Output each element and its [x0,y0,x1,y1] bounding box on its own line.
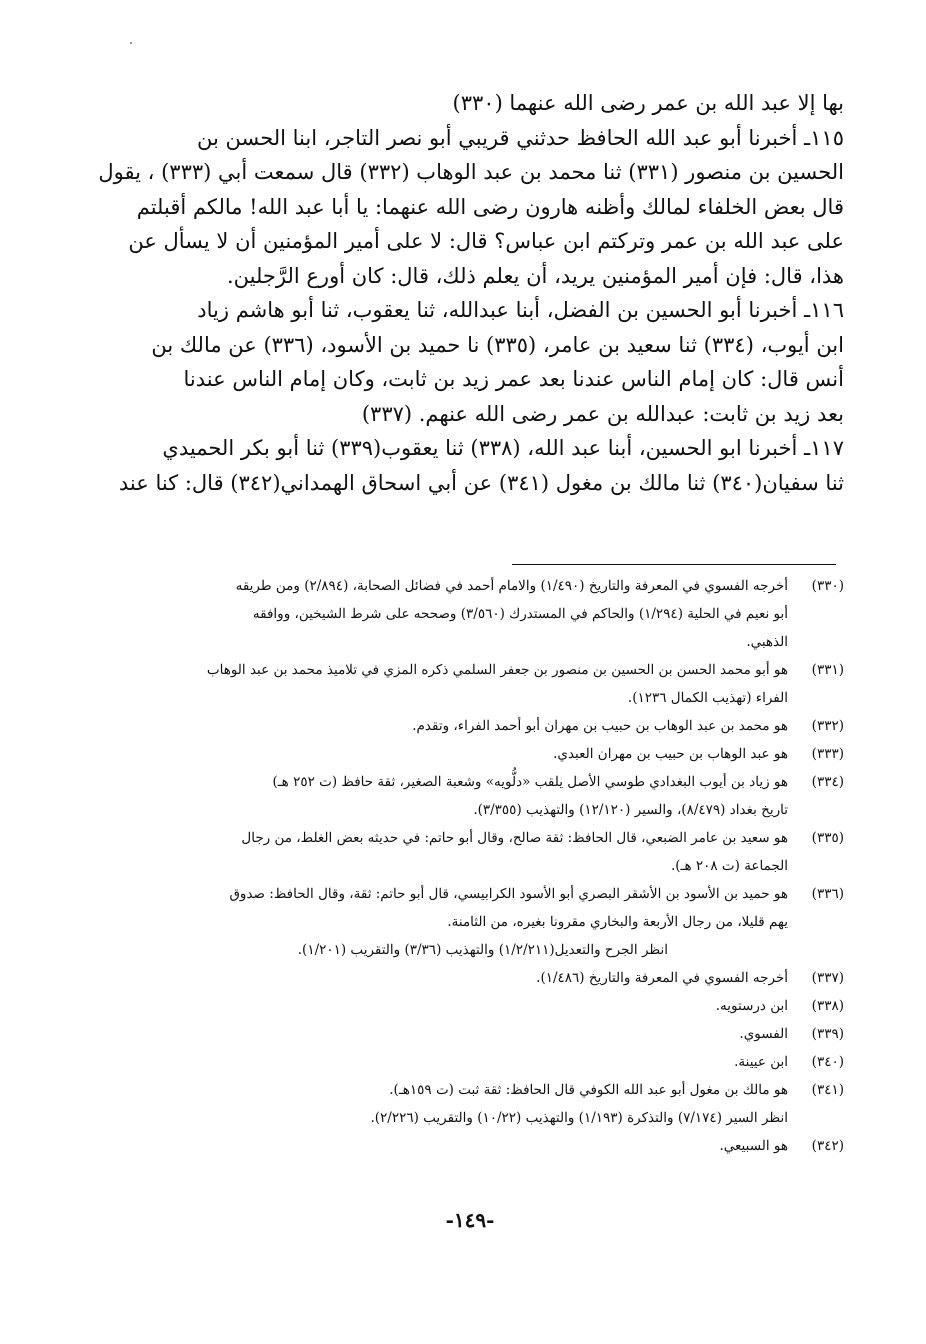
scan-speck [130,42,132,44]
footnote-line: الفسوي. [739,1026,788,1042]
footnote-line: هو مالك بن مغول أبو عبد الله الكوفي قال الحافظ: ثقة ثبت (ت ١٥٩هـ). [389,1082,788,1098]
footnote-line: انظر الجرح والتعديل(١/٢/٢١١) والتهذيب (٣/٣٦) والتقريب (١/٢٠١). [297,942,668,958]
footnote-number: (٣٣٧) [811,970,844,986]
main-text-line: أنس قال: كان إمام الناس عندنا بعد عمر زيد بن ثابت، وكان إمام الناس عندنا [183,367,844,391]
footnote-line: يهم قليلا، من رجال الأربعة والبخاري مقرونا بغيره، من الثامنة. [447,914,788,930]
main-text-line: ابن أيوب، (٣٣٤) ثنا سعيد بن عامر، (٣٣٥) نا حميد بن الأسود، (٣٣٦) عن مالك بن [151,332,844,357]
footnote-number: (٣٣٣) [811,746,844,762]
footnote [132,768,844,824]
footnote [132,824,844,880]
footnote-number: (٣٣١) [811,662,844,678]
footnote [132,740,844,768]
footnote [132,992,844,1020]
main-text-line: قال بعض الخلفاء لمالك وأظنه هارون رضى الله عنهما: يا أبا عبد الله! مالكم أقبلتم [136,194,844,219]
footnote-number: (٣٣٠) [811,578,844,594]
main-text-line: ١١٦ـ أخبرنا أبو الحسين بن الفضل، أبنا عبدالله، ثنا يعقوب، ثنا أبو هاشم زياد [197,298,844,322]
page-number: -١٤٩- [445,1208,495,1232]
footnote-separator [512,564,836,565]
footnote-number: (٣٣٦) [811,886,844,902]
footnote-line: ابن عيينة. [734,1054,788,1070]
footnotes [132,572,844,1160]
footnote-line: الفراء (تهذيب الكمال ١٢٣٦). [627,690,788,706]
footnote-line: هو أبو محمد الحسن بن الحسين بن منصور بن جعفر السلمي ذكره المزي في تلاميذ محمد بن عبد الوهاب [206,662,788,678]
footnote-line: هو عبد الوهاب بن حبيب بن مهران العبدي. [553,746,788,762]
footnote-line: هو السبيعي. [719,1138,788,1154]
footnote-line: أخرجه الفسوي في المعرفة والتاريخ (١/٤٨٦). [536,970,788,986]
footnote-line: هو حميد بن الأسود بن الأشقر البصري أبو الأسود الكرابيسي، قال أبو حاتم: ثقة، وقال الحافظ: صدوق [229,886,788,902]
footnote-number: (٣٣٢) [811,718,844,734]
footnote [132,712,844,740]
footnote [132,1020,844,1048]
main-text [98,86,844,500]
main-text-line: ثنا سفيان(٣٤٠) ثنا مالك بن مغول (٣٤١) عن أبي اسحاق الهمداني(٣٤٢) قال: كنا عند [118,470,844,495]
main-text-line: ١١٥ـ أخبرنا أبو عبد الله الحافظ حدثني قريبي أبو نصر التاجر، ابنا الحسن بن [196,125,844,150]
footnote-line: هو محمد بن عبد الوهاب بن حبيب بن مهران أبو أحمد الفراء، وتقدم. [412,718,788,734]
footnote [132,572,844,656]
footnote [132,964,844,992]
footnote-number: (٣٤٢) [811,1138,844,1154]
footnote [132,1132,844,1160]
footnote-line: أخرجه الفسوي في المعرفة والتاريخ (١/٤٩٠) والامام أحمد في فضائل الصحابة، (٢/٨٩٤) ومن طريقه [235,578,788,594]
footnote [132,1076,844,1132]
main-text-line: ١١٧ـ أخبرنا ابو الحسين، أبنا عبد الله، (٣٣٨) ثنا يعقوب(٣٣٩) ثنا أبو بكر الحميدي [162,436,844,460]
footnote-line: ابن درستويه. [715,998,788,1014]
main-text-line: بعد زيد بن ثابت: عبدالله بن عمر رضى الله عنهم. (٣٣٧) [361,401,844,426]
footnote-line: الذهبي. [746,634,788,650]
footnote-number: (٣٤١) [811,1082,844,1098]
footnote-line: تاريخ بغداد (٨/٤٧٩)، والسير (١٢/١٢٠) والتهذيب (٣/٣٥٥). [473,802,788,818]
main-text-line: هذا، قال: فإن أمير المؤمنين يريد، أن يعلم ذلك، قال: كان أورع الرَّجلين. [226,263,844,288]
main-text-line: على عبد الله بن عمر وتركتم ابن عباس؟ قال: لا على أمير المؤمنين أن لا يسأل عن [128,229,844,253]
footnote-line: أبو نعيم في الحلية (١/٢٩٤) والحاكم في المستدرك (٣/٥٦٠) وصححه على شرط الشيخين، ووافقه [252,606,788,622]
footnote-number: (٣٣٩) [811,1026,844,1042]
footnote [132,880,844,964]
footnote [132,1048,844,1076]
footnote-number: (٣٣٥) [811,830,844,846]
footnote-number: (٣٣٨) [811,998,844,1014]
footnote-line: انظر السير (٧/١٧٤) والتذكرة (١/١٩٣) والتهذيب (١٠/٢٢) والتقريب (٢/٢٢٦). [370,1110,788,1126]
main-text-line: الحسين بن منصور (٣٣١) ثنا محمد بن عبد الوهاب (٣٣٢) قال سمعت أبي (٣٣٣) ، يقول [98,160,844,184]
footnote-number: (٣٣٤) [811,774,844,790]
footnote-line: هو زياد بن أيوب البغدادي طوسي الأصل يلقب «دلُّويه» وشعبة الصغير، ثقة حافظ (ت ٢٥٢ هـ) [272,774,788,790]
footnote-line: هو سعيد بن عامر الضبعي، قال الحافظ: ثقة صالح، وقال أبو حاتم: في حديثه بعض الغلط، من رجال [241,830,788,846]
footnote-number: (٣٤٠) [811,1054,844,1070]
footnote [132,656,844,712]
main-text-line: بها إلا عبد الله بن عمر رضى الله عنهما (٣٣٠) [452,91,844,115]
footnote-line: الجماعة (ت ٢٠٨ هـ). [670,858,788,874]
